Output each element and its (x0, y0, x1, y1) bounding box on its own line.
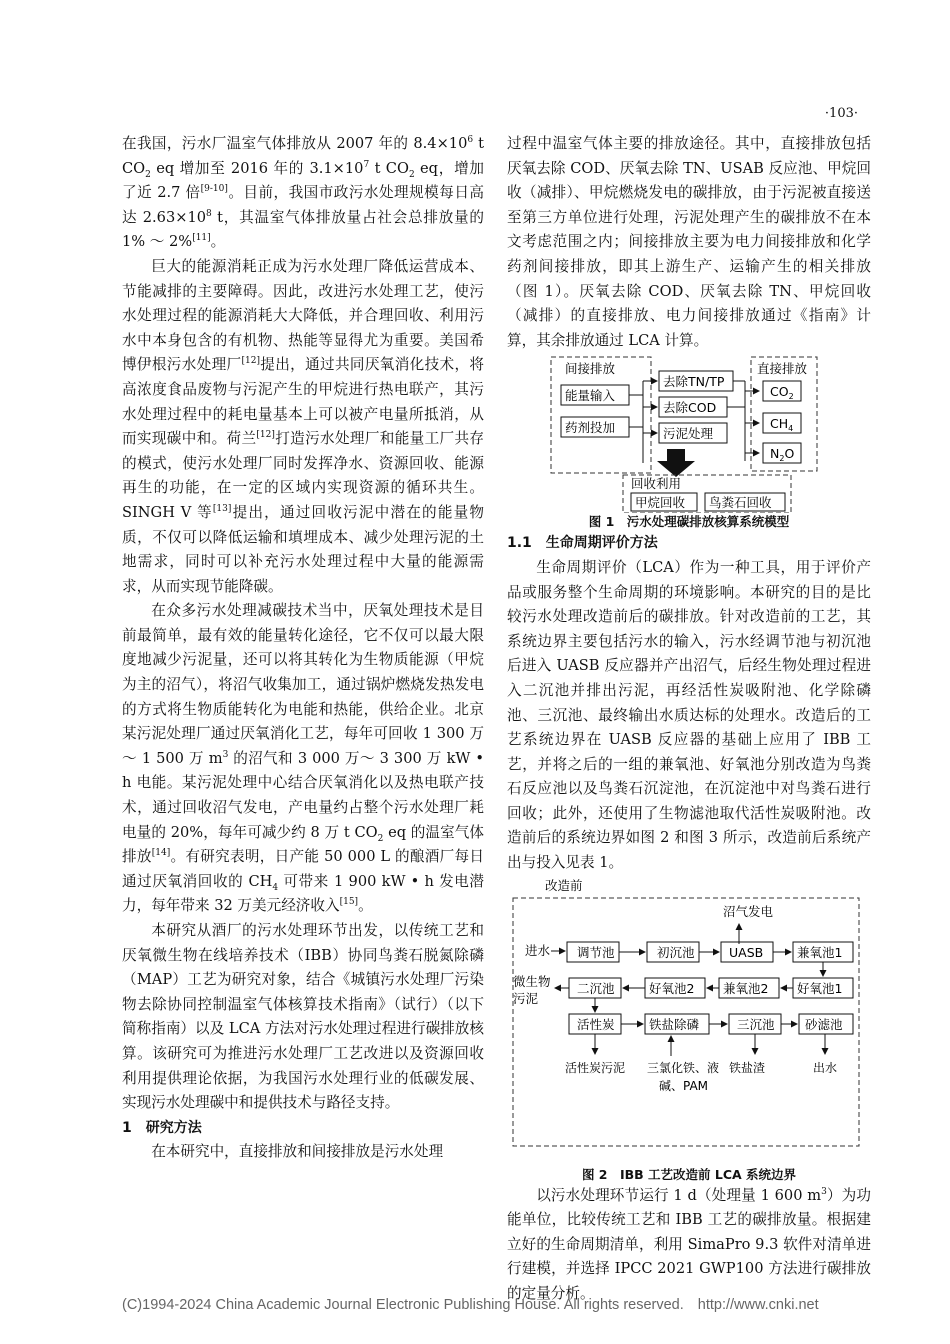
paragraph: 在众多污水处理减碳技术当中，厌氧处理技术是目前最简单，最有效的能量转化途径，它不仅可以最大限度地减少污泥量，还可以将其转化为生物质能源（甲烷为主的沼气），将沼气收集加工，通过锅炉燃烧发热发电的方式将生物质能转化为电能和热能，供给企业。北京某污泥处理厂通过厌氧消化工艺，每年可回收 1 300 万～ 1 500 万 $m^3$ 的沼气和 3 000 万～ 3 300 万 kW • h 电能。某污泥处理中心结合厌氧消化以及热电联产技术，通过回收沼气发电，产电量约占整个污水处理厂耗电量的 20%，每年可减少约 8 万 t $CO_2$ eq 的温室气体排放[14]。有研究表明，日产能 50 000 L 的酿酒厂每日通过厌氧消回收的 $CH_4$ 可带来 1 900 kW • h 发电潜力，每年带来 32 万美元经济收入[15]。 (122, 602, 484, 915)
aerobic-tank-2-label: 好氧池2 (649, 980, 695, 996)
figure-2-caption: 图 2 IBB 工艺改造前 LCA 系统边界 (581, 1166, 797, 1182)
paragraph: 在本研究中，直接排放和间接排放是污水处理 (151, 1143, 444, 1161)
copyright-text: (C)1994-2024 China Academic Journal Electronic Publishing House. All rights reserved. (122, 1297, 684, 1313)
citation: [12] (256, 430, 275, 441)
remove-cod-label: 去除COD (663, 400, 717, 416)
regulating-tank-label: 调节池 (577, 944, 615, 960)
section-heading: 1.1 生命周期评价方法 (507, 535, 658, 552)
figure-2-diagram (507, 876, 871, 1166)
paragraph: 生命周期评价（LCA）作为一种工具，用于评价产品或服务整个生命周期的环境影响。本研究的目的是比较污水处理改造前后的碳排放。针对改造前的工艺，其系统边界主要包括污水的输入，污水经调节池与初沉池后进入 UASB 反应器并产出沼气，后经生物处理过程进入二沉池并排出污泥，再经活性炭吸附池、化学除磷池、三沉池、最终输出水质达标的处理水。改造后的工艺系统边界在 UASB 反应器的基础上应用了 IBB 工艺，并将之后的一组的兼氧池、好氧池分别改造为鸟粪石反应池以及鸟粪石沉淀池，在沉淀池中对鸟粪石进行回收；此外，还使用了生物滤池取代活性炭吸附池。改造前后的系统边界如图 2 和图 3 所示，改造前后系统产出与投入见表 1。 (507, 558, 871, 872)
figure-2 (507, 876, 871, 1166)
co2-label: $CO_2$ (770, 384, 794, 402)
page-number: ·103· (824, 106, 858, 121)
before-label: 改造前 (545, 877, 583, 893)
activated-carbon-sludge-output: 活性炭污泥 (565, 1060, 626, 1075)
uasb-label: UASB (729, 944, 764, 960)
tertiary-tank-label: 三沉池 (737, 1016, 775, 1032)
facultative-tank-2-label: 兼氧池2 (723, 980, 769, 996)
paragraph: 过程中温室气体主要的排放途径。其中，直接排放包括厌氧去除 COD、厌氧去除 TN、USAB 反应池、甲烷回收（减排）、甲烷燃烧发电的碳排放，由于污泥被直接送至第三方单位进行处理，污泥处理产生的碳排放不在本文考虑范围之内；间接排放主要为电力间接排放和化学药剂间接排放，即其上游生产、运输产生的相关排放（图 1）。厌氧去除 COD、厌氧去除 TN、甲烷回收（减排）的直接排放、电力间接排放通过《指南》计算，其余排放通过 LCA 计算。 (507, 135, 871, 349)
chemical-dosing-label: 药剂投加 (565, 420, 616, 436)
direct-emission-title: 直接排放 (757, 361, 808, 377)
iron-phosphorus-removal-label: 铁盐除磷 (649, 1016, 700, 1032)
n2o-label: $N_2O$ (770, 446, 795, 464)
figure-1-caption: 图 1 污水处理碳排放核算系统模型 (588, 514, 790, 530)
sludge-treatment-label: 污泥处理 (663, 426, 714, 442)
citation: [9-10] (200, 184, 228, 195)
citation: [12] (241, 356, 260, 367)
remove-tntp-label: 去除TN/TP (663, 374, 725, 390)
chemicals-input: 三氯化铁、液 (647, 1060, 720, 1075)
inflow-label: 进水 (525, 942, 551, 958)
figure-1 (507, 353, 871, 513)
figure-1-diagram (507, 353, 871, 513)
indirect-emission-title: 间接排放 (565, 361, 616, 377)
chemicals-input-2: 碱、PAM (659, 1078, 709, 1093)
citation: [15] (339, 897, 359, 908)
secondary-tank-label: 二沉池 (577, 980, 615, 996)
citation: [13] (212, 504, 232, 515)
struvite-recovery-label: 鸟粪石回收 (709, 495, 772, 511)
facultative-tank-1-label: 兼氧池1 (797, 944, 843, 960)
right-column (507, 132, 871, 1307)
paragraph: 巨大的能源消耗正成为污水处理厂降低运营成本、节能减排的主要障碍。因此，改进污水处理工艺，使污水处理过程的能源消耗大大降低，并合理回收、利用污水中本身包含的有机物、热能等显得尤为重要。美国希博伊根污水处理厂[12]提出，通过共同厌氧消化技术，将高浓度食品废物与污泥产生的甲烷进行热电联产，其污水处理过程中的耗电量基本上可以被产电量所抵消，从而实现碳中和。荷兰[12]打造污水处理厂和能量工厂共存的模式，使污水处理厂同时发挥净水、资源回收、能源再生的功能，在一定的区域内实现资源的循环共生。SINGH V 等[13]提出，通过回收污泥中潜在的能量物质，不仅可以降低运输和填埋成本、减少处理污泥的土地需求，同时可以补充污水处理过程中大量的能源需求，从而实现节能降碳。 (122, 257, 484, 595)
energy-input-label: 能量输入 (565, 388, 616, 404)
activated-carbon-label: 活性炭 (577, 1016, 615, 1032)
citation: [14] (151, 848, 171, 859)
paragraph: 在我国，污水厂温室气体排放从 2007 年的 $8.4\times 10^6$ t $CO_2$ eq 增加至 2016 年的 $3.1\times 10^7$ t $CO_2$ eq，增加了近 2.7 倍[9-10]。目前，我国市政污水处理规模每日高达 $2.63\times 10^8$ t，其温室气体排放量占社会总排放量的 1% ～ 2%[11]。 (122, 135, 484, 251)
microbial-sludge-label-2: 污泥 (513, 990, 539, 1006)
aerobic-tank-1-label: 好氧池1 (797, 980, 843, 996)
primary-tank-label: 初沉池 (657, 944, 695, 960)
section-heading: 1 研究方法 (122, 1119, 202, 1136)
paragraph: 以污水处理环节运行 1 d（处理量 1 600 $m^3$）为功能单位，比较传统工艺和 IBB 工艺的碳排放量。根据建立好的生命周期清单，利用 SimaPro 9.3 软件对清单进行建模，并选择 IPCC 2021 GWP100 方法进行碳排放的定量分析。 (507, 1186, 871, 1303)
paragraph: 本研究从酒厂的污水处理环节出发，以传统工艺和厌氧微生物在线培养技术（IBB）协同鸟粪石脱氮除磷（MAP）工艺为研究对象，结合《城镇污水处理厂污染物去除协同控制温室气体核算技术指南》（试行）（以下简称指南）以及 LCA 方法对污水处理过程进行碳排放核算。该研究可为推进污水处理厂工艺改进以及资源回收利用提供理论依据，为我国污水处理行业的低碳发展、实现污水处理碳中和提供技术与路径支持。 (122, 922, 484, 1112)
effluent-output: 出水 (813, 1060, 838, 1075)
left-column (122, 132, 484, 1165)
biogas-power-label: 沼气发电 (723, 903, 774, 919)
sand-filter-label: 砂滤池 (805, 1016, 843, 1032)
methane-recovery-label: 甲烷回收 (635, 495, 686, 511)
down-arrow-icon (667, 449, 685, 461)
cnki-link[interactable]: http://www.cnki.net (697, 1297, 819, 1313)
footer (122, 1297, 819, 1313)
ch4-label: $CH_4$ (770, 416, 794, 434)
microbial-sludge-label: 微生物 (513, 973, 551, 989)
citation: [11] (192, 233, 211, 244)
iron-slag-output: 铁盐渣 (729, 1060, 766, 1075)
recovery-title: 回收利用 (631, 476, 682, 492)
